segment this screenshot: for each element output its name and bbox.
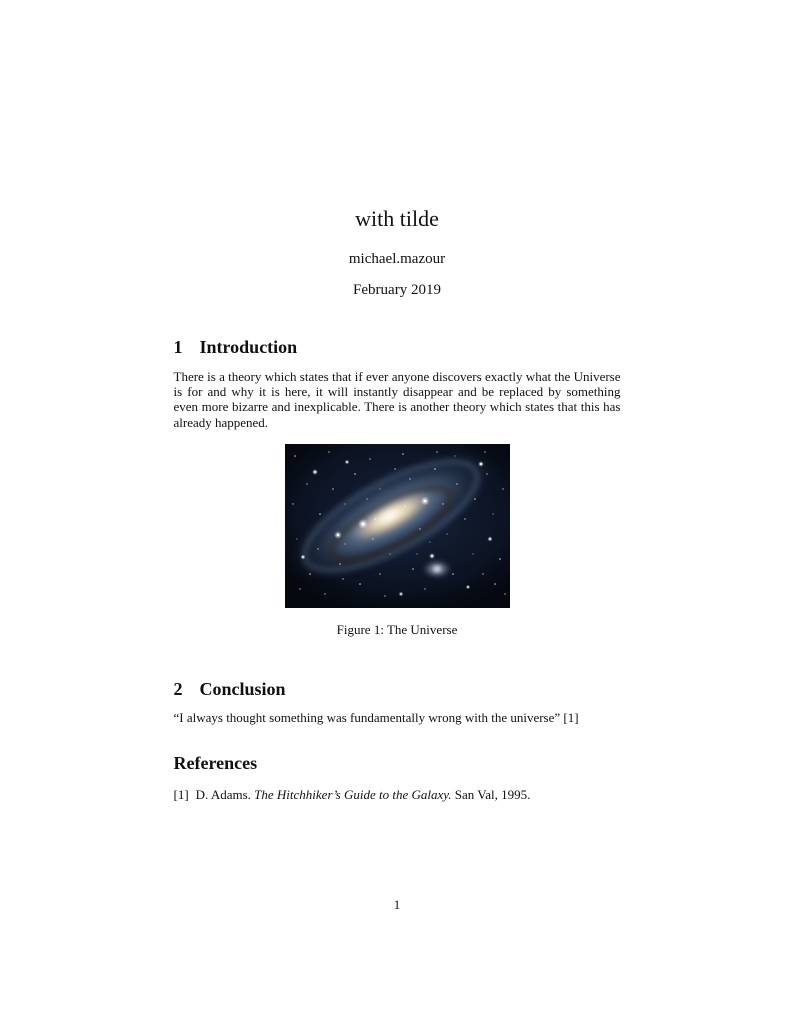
reference-entry — [174, 787, 621, 802]
reference-publisher: San Val, 1995. — [454, 787, 531, 803]
references-heading: References — [173, 753, 258, 774]
figure-block — [174, 444, 621, 638]
page-number: 1 — [393, 897, 401, 912]
section-number: 2 — [173, 678, 183, 699]
reference-title: The Hitchhiker’s Guide to the Galaxy. — [254, 787, 452, 803]
introduction-paragraph: There is a theory which states that if ever anyone discovers exactly what the Universe is for and why it is here, it will instantly disappear and be replaced by something even more bizarre and inexplicable. There is another theory which states that this has already happened. — [173, 369, 621, 430]
figure-caption: Figure 1: The Universe — [336, 621, 458, 637]
document-date: February 2019 — [353, 282, 441, 298]
section-heading-conclusion — [174, 678, 621, 700]
section-title: Introduction — [199, 337, 298, 357]
document-title: with tilde — [355, 206, 439, 231]
reference-text — [196, 787, 531, 802]
text-column — [174, 0, 621, 802]
galaxy-image — [285, 444, 510, 608]
section-title: Conclusion — [199, 678, 286, 699]
section-heading-introduction — [174, 336, 621, 358]
reference-authors: D. Adams. — [195, 787, 251, 803]
section-number: 1 — [173, 337, 183, 357]
reference-label: [1] — [173, 787, 189, 803]
conclusion-quote: “I always thought something was fundamentally wrong with the universe” [1] — [173, 709, 579, 725]
document-author: michael.mazour — [348, 251, 446, 267]
